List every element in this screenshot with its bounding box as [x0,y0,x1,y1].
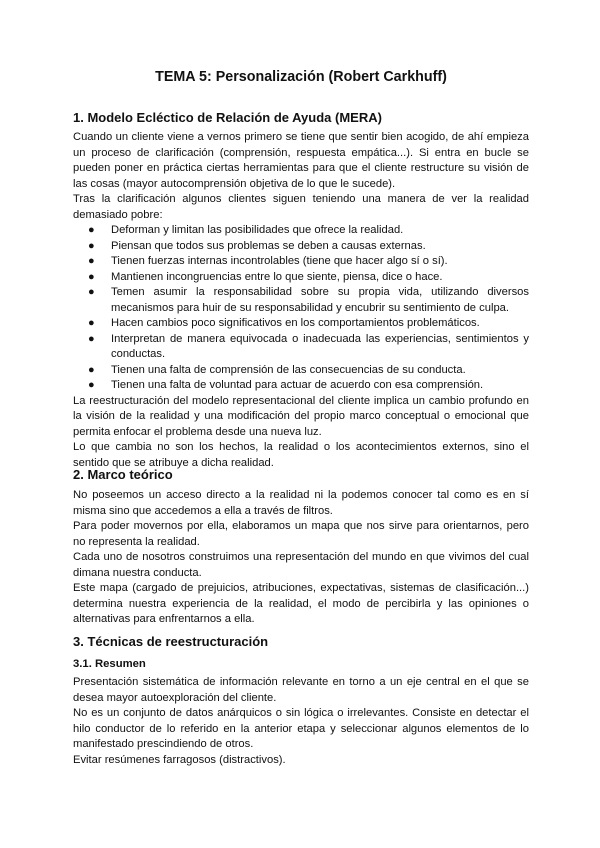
paragraph: Este mapa (cargado de prejuicios, atribuciones, expectativas, sistemas de clasificación...) determina nuestra experiencia de la realidad, el modo de percibirla y las opiniones o alternativas para enfrentarnos a ella. [73,582,529,625]
paragraph: Cuando un cliente viene a vernos primero se tiene que sentir bien acogido, de ahí empieza un proceso de clarificación (comprensión, respuesta empática...). Si entra en bucle se pueden poner en práctica ciertas herramientas para que el cliente restructure su visión de las cosas (mayor autocomprensión objetiva de lo que le sucede). [73,131,529,190]
bullet-list [73,223,529,394]
subsection-heading: 3.1. Resumen [73,658,146,670]
paragraph: Lo que cambia no son los hechos, la realidad o los acontecimientos externos, sino el sentido que se atribuye a dicha realidad. [73,441,529,469]
bullet-icon: ● [88,332,95,345]
list-item: ● Temen asumir la responsabilidad sobre su propia vida, utilizando diversos mecanismos para huir de su responsabilidad y encubrir su sentimiento de culpa. [88,286,529,314]
paragraph: No poseemos un acceso directo a la realidad ni la podemos conocer tal como es en sí misma sino que accedemos a ella a través de filtros. [73,489,529,517]
list-item: ● Tienen fuerzas internas incontrolables (tiene que hacer algo sí o sí). [73,254,529,270]
list-item: ● Piensan que todos sus problemas se deben a causas externas. [73,239,529,255]
bullet-icon: ● [88,317,95,329]
section-2-body [73,488,529,628]
page-title: TEMA 5: Personalización (Robert Carkhuff) [155,69,447,85]
section-2-heading: 2. Marco teórico [73,467,173,482]
section-1-body [73,130,529,471]
paragraph: Cada uno de nosotros construimos una representación del mundo en que vivimos del cual dimana nuestra conducta. [73,551,529,579]
bullet-icon: ● [88,239,95,252]
paragraph: Evitar resúmenes farragosos (distractivos). [73,753,286,766]
paragraph: Tras la clarificación algunos clientes siguen teniendo una manera de ver la realidad demasiado pobre: [73,193,529,221]
paragraph: Para poder movernos por ella, elaboramos un mapa que nos sirve para orientarnos, pero no representa la realidad. [73,520,529,548]
list-item: ● Tienen una falta de comprensión de las consecuencias de su conducta. [73,363,529,379]
bullet-icon: ● [88,286,95,298]
list-item: ● Deforman y limitan las posibilidades que ofrece la realidad. [73,223,529,239]
paragraph: Presentación sistemática de información relevante en torno a un eje central en el que se desea mayor autoexploración del cliente. [73,676,529,704]
list-item: ● Interpretan de manera equivocada o inadecuada las experiencias, sentimientos y conductas. [88,332,529,360]
section-3-heading: 3. Técnicas de reestructuración [73,634,269,649]
list-item: ● Tienen una falta de voluntad para actuar de acuerdo con esa comprensión. [73,378,529,394]
list-item: ● Hacen cambios poco significativos en los comportamientos problemáticos. [73,316,529,332]
bullet-icon: ● [88,363,95,376]
paragraph: No es un conjunto de datos anárquicos o sin lógica o irrelevantes. Consiste en detectar el hilo conductor de lo referido en la anterior etapa y seleccionar algunos elementos de lo manifestado prescindiendo de otros. [73,707,529,750]
section-3-body [73,675,529,768]
section-1-heading: 1. Modelo Ecléctico de Relación de Ayuda (MERA) [73,110,382,125]
bullet-icon: ● [88,379,95,391]
paragraph: La reestructuración del modelo representacional del cliente implica un cambio profundo en la visión de la realidad y una modificación del propio marco conceptual o emocional que permita enfocar el problema desde una nueva luz. [73,394,529,438]
list-item: ● Mantienen incongruencias entre lo que siente, piensa, dice o hace. [73,270,529,286]
bullet-icon: ● [88,255,95,267]
bullet-icon: ● [88,270,95,283]
bullet-icon: ● [88,224,95,236]
